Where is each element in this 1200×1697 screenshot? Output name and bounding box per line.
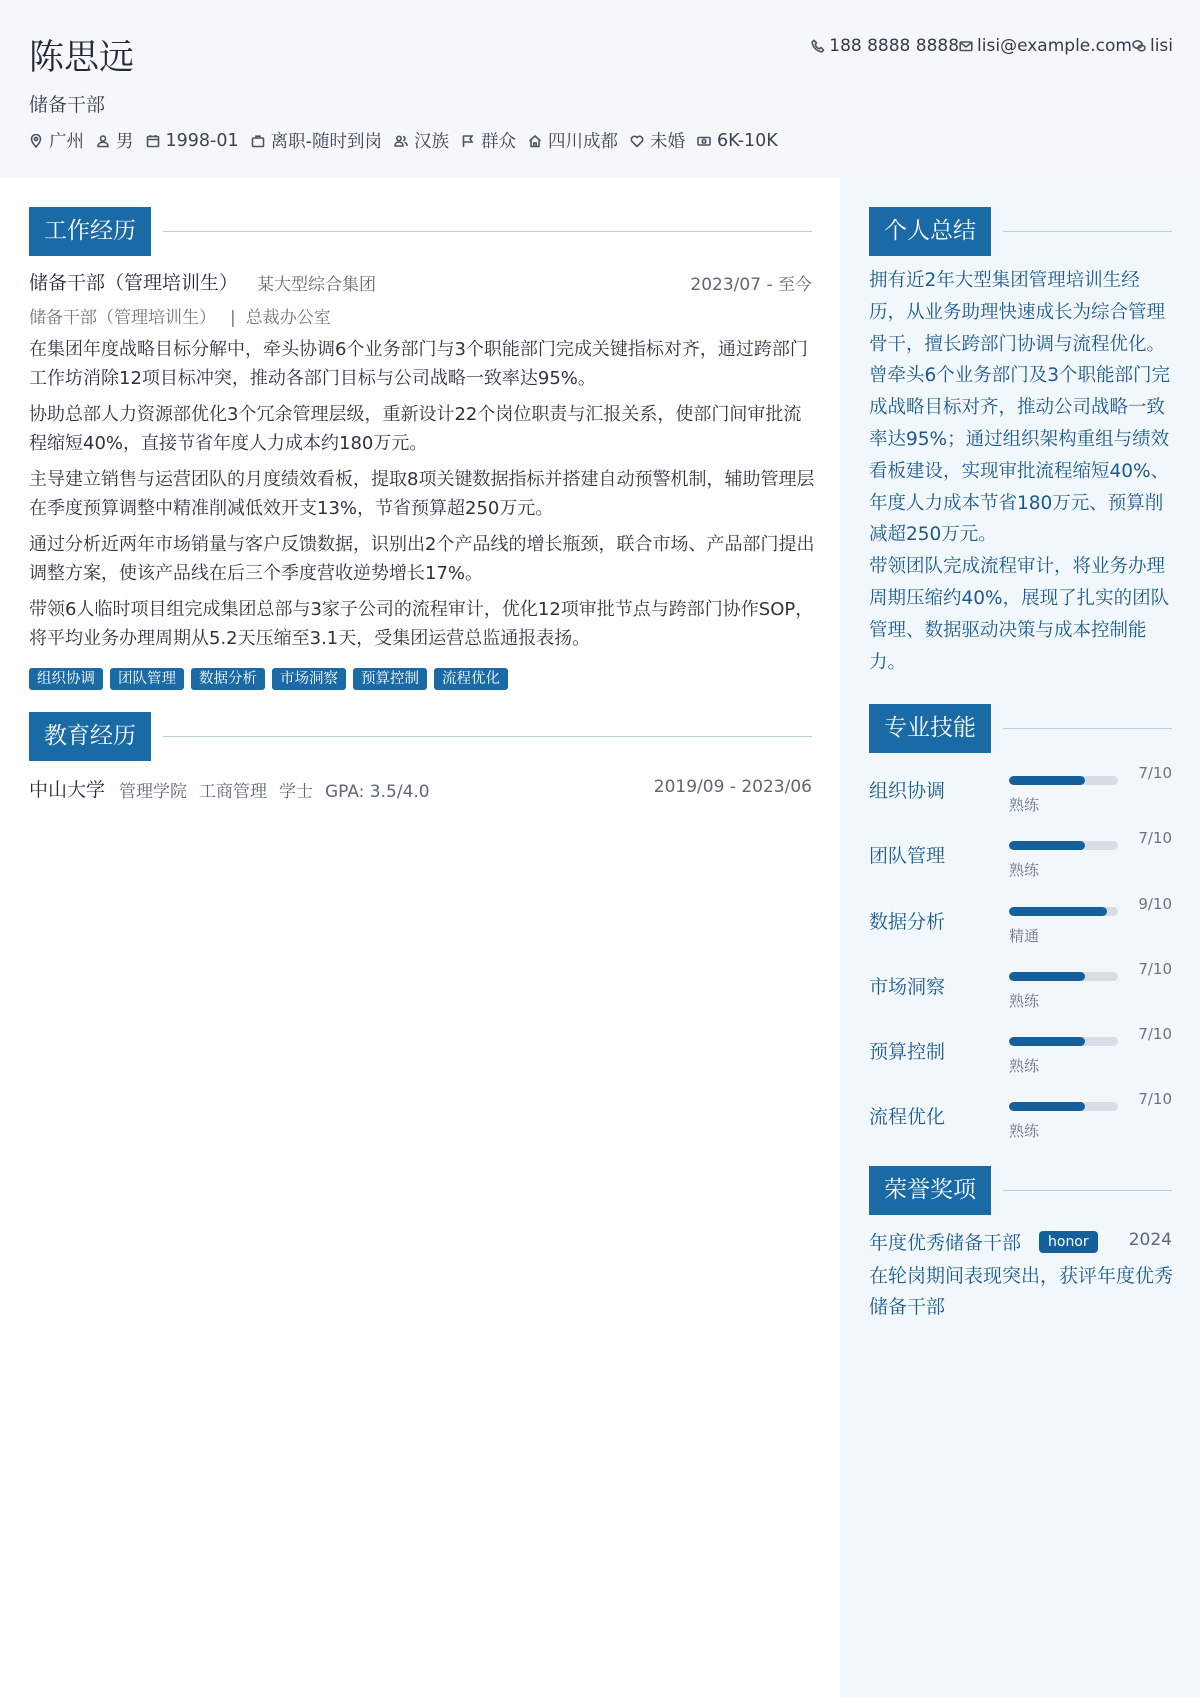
education-details (119, 777, 430, 802)
money-icon (697, 134, 711, 148)
skill-score: 7/10 (1138, 829, 1172, 847)
candidate-name: 陈思远 (29, 38, 135, 78)
work-section-title: 工作经历 (29, 207, 151, 256)
job-company: 某大型综合集团 (257, 275, 376, 295)
honors-section-title: 荣誉奖项 (869, 1166, 991, 1215)
skill-tag: 市场洞察 (272, 668, 346, 690)
skill-bar (1009, 907, 1118, 916)
meta-ethnicity-text: 汉族 (413, 132, 449, 152)
gpa: GPA: 3.5/4.0 (325, 782, 430, 802)
skill-name: 团队管理 (869, 845, 946, 867)
school-name: 中山大学 (29, 779, 106, 801)
mail-icon (959, 39, 973, 53)
skill-level: 熟练 (1009, 1122, 1040, 1140)
meta-location-text: 广州 (49, 132, 84, 152)
skill-score: 7/10 (1138, 1090, 1172, 1108)
skill-name: 预算控制 (869, 1041, 946, 1063)
meta-marital (630, 128, 685, 153)
education-section-title: 教育经历 (29, 712, 151, 761)
honor-title: 年度优秀储备干部 (869, 1232, 1022, 1254)
skills-section-title: 专业技能 (869, 704, 991, 753)
meta-birth-text: 1998-01 (165, 130, 239, 151)
skill-level: 熟练 (1009, 796, 1040, 814)
summary-paragraph: 拥有近2年大型集团管理培训生经历，从业务助理快速成长为综合管理骨干，擅长跨部门协调与流程优化。曾牵头6个业务部门及3个职能部门完成战略目标对齐，推动公司战略一致率达95%；通过组织架构重组与绩效看板建设，实现审批流程缩短40%、年度人力成本节省180万元、预算削减超250万元。 (869, 270, 1171, 546)
heart-icon (630, 134, 644, 148)
contact-wechat[interactable] (1132, 36, 1173, 56)
skill-tag: 预算控制 (353, 668, 427, 690)
meta-birth (146, 131, 239, 151)
calendar-icon (146, 134, 160, 148)
skill-item (869, 895, 1172, 955)
skill-bar (1009, 841, 1118, 850)
meta-location (29, 128, 84, 153)
email-address: lisi@example.com (977, 36, 1132, 56)
skill-bar (1009, 1037, 1118, 1046)
skill-score: 7/10 (1138, 1025, 1172, 1043)
education-section-header (29, 712, 812, 761)
work-section-header (29, 207, 812, 256)
job-department: 总裁办公室 (245, 308, 331, 328)
job-subtitle-separator: | (230, 308, 236, 328)
phone-icon (811, 39, 825, 53)
skill-bar-fill (1009, 1102, 1085, 1111)
meta-hometown-text: 四川成都 (547, 132, 618, 152)
honor-header (869, 1228, 1172, 1258)
section-divider (1003, 728, 1172, 729)
skill-bar-fill (1009, 1037, 1085, 1046)
person-icon (96, 134, 110, 148)
honors-section-header (869, 1166, 1172, 1215)
briefcase-icon (251, 134, 265, 148)
location-pin-icon (29, 134, 43, 148)
meta-gender-text: 男 (116, 132, 134, 152)
job-bullet: 协助总部人力资源部优化3个冗余管理层级，重新设计22个岗位职责与汇报关系，使部门间审批流程缩短40%，直接节省年度人力成本约180万元。 (29, 404, 802, 454)
skill-name: 组织协调 (869, 780, 946, 802)
skill-score: 7/10 (1138, 960, 1172, 978)
resume-header (0, 0, 1200, 178)
contact-email[interactable] (959, 36, 1132, 56)
home-icon (528, 134, 542, 148)
skill-item (869, 960, 1172, 1020)
education-date: 2019/09 - 2023/06 (653, 777, 812, 797)
job-subtitle (29, 303, 331, 328)
honor-year: 2024 (1128, 1230, 1172, 1250)
section-divider (1003, 231, 1172, 232)
target-position: 储备干部 (29, 94, 106, 116)
flag-icon (461, 134, 475, 148)
skill-item (869, 1090, 1172, 1150)
meta-political (461, 128, 516, 153)
meta-gender (96, 128, 134, 153)
summary-text (869, 265, 1174, 678)
skill-tag: 流程优化 (434, 668, 508, 690)
skill-tag: 团队管理 (110, 668, 184, 690)
skill-bar (1009, 1102, 1118, 1111)
contact-phone[interactable] (811, 36, 959, 56)
wechat-icon (1132, 39, 1146, 53)
meta-hometown (528, 128, 618, 153)
skills-section-header (869, 704, 1172, 753)
skill-bar-fill (1009, 907, 1107, 916)
section-divider (163, 736, 812, 737)
meta-political-text: 群众 (480, 132, 516, 152)
job-header (29, 268, 812, 296)
skill-item (869, 764, 1172, 824)
skill-level: 精通 (1009, 927, 1040, 945)
skill-name: 市场洞察 (869, 976, 946, 998)
skill-bar-fill (1009, 776, 1085, 785)
skill-bar (1009, 972, 1118, 981)
personal-info-row (29, 128, 790, 153)
skill-item (869, 1025, 1172, 1085)
meta-salary-text: 6K-10K (716, 130, 778, 151)
honor-description: 在轮岗期间表现突出，获评年度优秀储备干部 (869, 1265, 1174, 1318)
meta-salary (697, 131, 778, 151)
skill-tags (29, 668, 515, 690)
section-divider (1003, 1190, 1172, 1191)
job-bullet: 主导建立销售与运营团队的月度绩效看板，提取8项关键数据指标并搭建自动预警机制，辅助管理层在季度预算调整中精准削减低效开支13%，节省预算超250万元。 (29, 469, 815, 519)
skill-level: 熟练 (1009, 992, 1040, 1010)
summary-section-title: 个人总结 (869, 207, 991, 256)
skill-level: 熟练 (1009, 1057, 1040, 1075)
honor-badge: honor (1039, 1231, 1098, 1253)
contact-row (811, 36, 1173, 56)
skill-item (869, 829, 1172, 889)
job-title: 储备干部（管理培训生） (29, 272, 239, 294)
skill-bar-fill (1009, 841, 1085, 850)
meta-status (251, 128, 382, 153)
meta-status-text: 离职-随时到岗 (270, 132, 382, 152)
job-role: 储备干部（管理培训生） (29, 308, 216, 328)
summary-section-header (869, 207, 1172, 256)
skill-name: 数据分析 (869, 911, 946, 933)
skill-score: 9/10 (1138, 895, 1172, 913)
summary-paragraph: 带领团队完成流程审计，将业务办理周期压缩约40%，展现了扎实的团队管理、数据驱动决策与成本控制能力。 (869, 556, 1170, 673)
major: 工商管理 (199, 782, 267, 802)
people-icon (394, 134, 408, 148)
phone-number: 188 8888 8888 (829, 36, 960, 56)
job-bullet: 通过分析近两年市场销量与客户反馈数据，识别出2个产品线的增长瓶颈，联合市场、产品部门提出调整方案，使该产品线在后三个季度营收逆势增长17%。 (29, 534, 815, 584)
job-bullet: 在集团年度战略目标分解中，牵头协调6个业务部门与3个职能部门完成关键指标对齐，通过跨部门工作坊消除12项目标冲突，推动各部门目标与公司战略一致率达95%。 (29, 339, 808, 389)
skill-tag: 组织协调 (29, 668, 103, 690)
skill-score: 7/10 (1138, 764, 1172, 782)
skill-level: 熟练 (1009, 861, 1040, 879)
wechat-id: lisi (1149, 36, 1173, 56)
skill-bar-fill (1009, 972, 1085, 981)
skill-tag: 数据分析 (191, 668, 265, 690)
section-divider (163, 231, 812, 232)
job-bullet: 带领6人临时项目组完成集团总部与3家子公司的流程审计，优化12项审批节点与跨部门协作SOP，将平均业务办理周期从5.2天压缩至3.1天，受集团运营总监通报表扬。 (29, 599, 814, 649)
meta-ethnicity (394, 128, 449, 153)
meta-marital-text: 未婚 (649, 132, 685, 152)
skill-bar (1009, 776, 1118, 785)
degree: 学士 (279, 782, 313, 802)
education-row (29, 775, 812, 803)
skill-name: 流程优化 (869, 1106, 946, 1128)
college: 管理学院 (119, 782, 187, 802)
job-date: 2023/07 - 至今 (690, 275, 812, 295)
